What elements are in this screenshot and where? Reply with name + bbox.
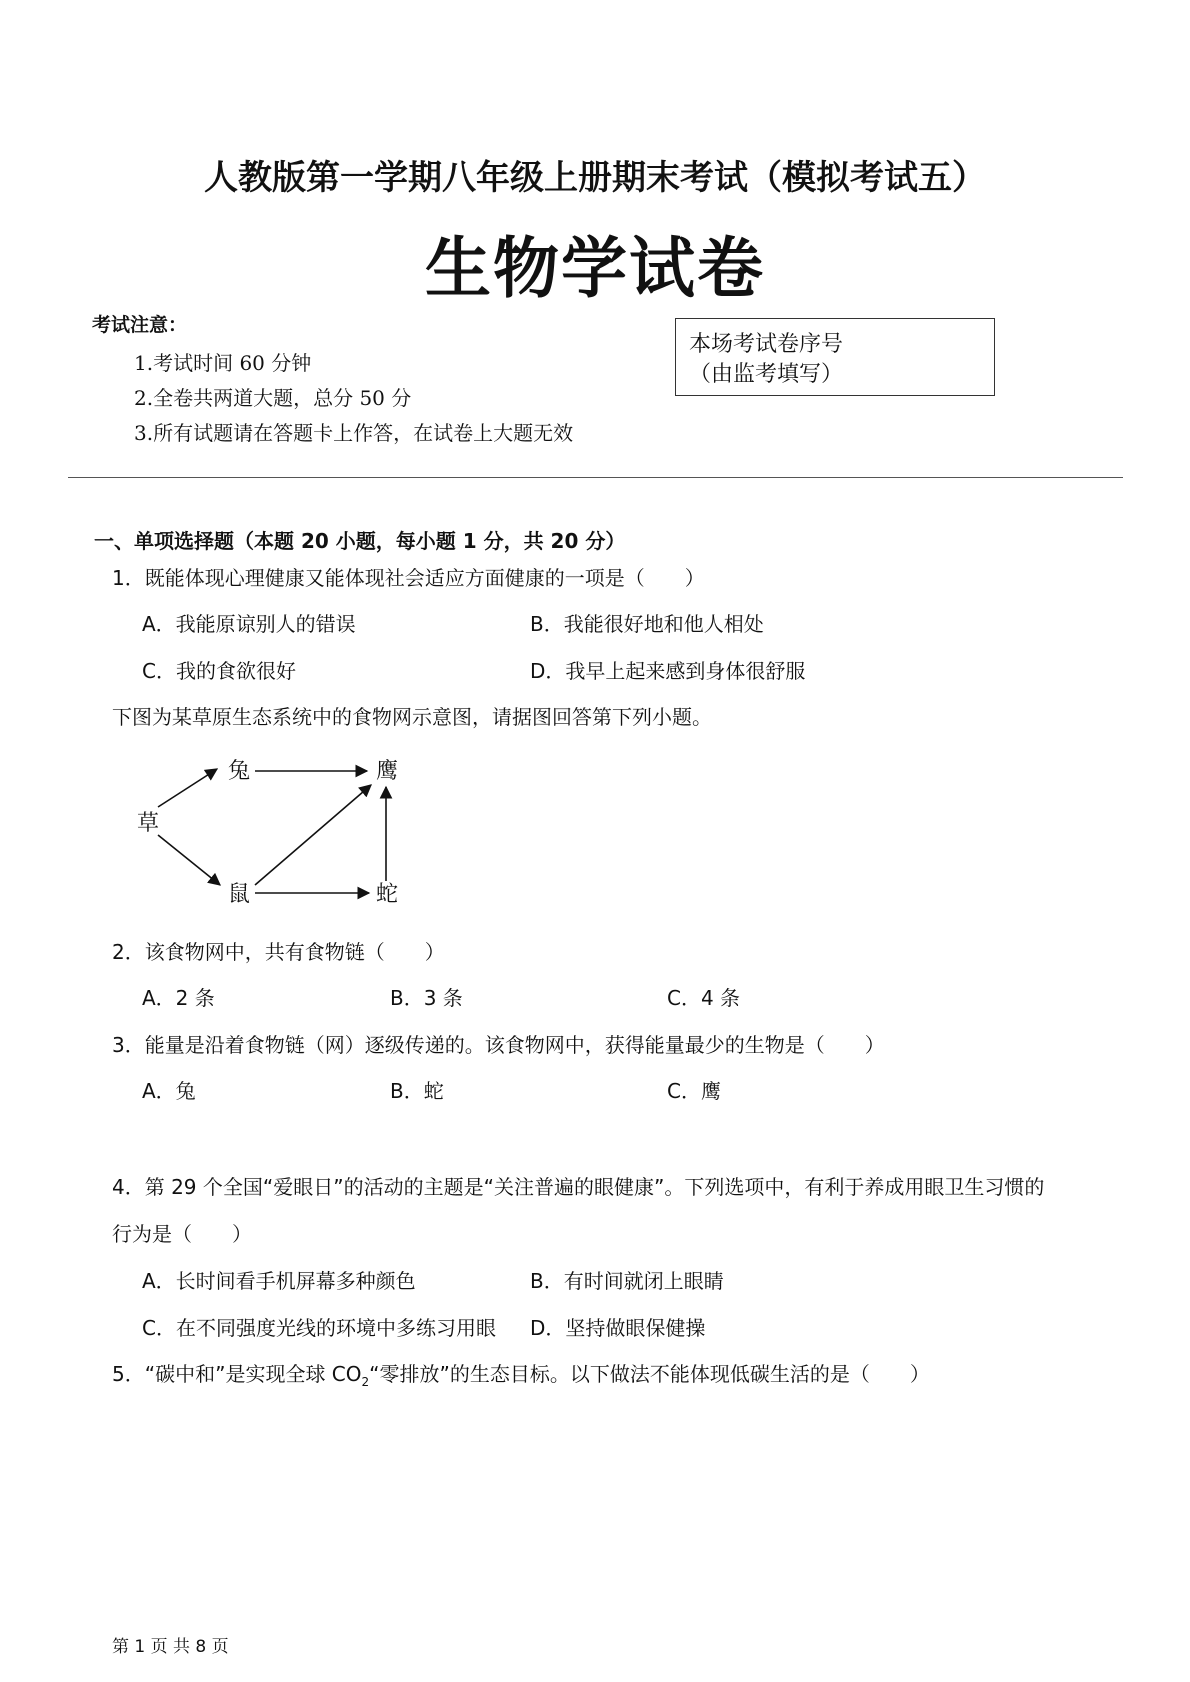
- question-3-option-a: A．兔: [142, 1079, 196, 1103]
- question-3-option-b: B．蛇: [390, 1079, 444, 1103]
- question-2-option-a: A．2 条: [142, 986, 215, 1010]
- edge-grass-to-rabbit: [158, 769, 217, 807]
- node-grass: 草: [137, 811, 160, 836]
- question-1-option-c: C．我的食欲很好: [142, 659, 296, 683]
- question-5-stem-part2: “零排放”的生态目标。以下做法不能体现低碳生活的是（ ）: [369, 1362, 930, 1386]
- question-2-option-b: B．3 条: [390, 986, 463, 1010]
- notice-item: 3.所有试题请在答题卡上作答，在试卷上大题无效: [134, 421, 574, 445]
- question-1-option-b: B．我能很好地和他人相处: [530, 612, 764, 636]
- co2-subscript: 2: [361, 1375, 370, 1389]
- question-2-option-c: C．4 条: [667, 986, 741, 1010]
- node-mouse: 鼠: [228, 882, 251, 907]
- question-4-stem-continued: 行为是（ ）: [112, 1222, 252, 1246]
- question-3-option-c: C．鹰: [667, 1079, 721, 1103]
- exam-title: 人教版第一学期八年级上册期末考试（模拟考试五）: [204, 158, 986, 198]
- sequence-box-note: （由监考填写）: [689, 362, 844, 387]
- edge-grass-to-mouse: [158, 835, 220, 885]
- node-snake: 蛇: [376, 882, 399, 907]
- question-2-stem: 2．该食物网中，共有食物链（ ）: [112, 940, 445, 964]
- question-1-stem: 1．既能体现心理健康又能体现社会适应方面健康的一项是（ ）: [112, 566, 705, 590]
- question-4-option-b: B．有时间就闭上眼睛: [530, 1269, 724, 1293]
- question-5-stem-part1: 5．“碳中和”是实现全球 CO: [112, 1362, 362, 1386]
- question-1-option-a: A．我能原谅别人的错误: [142, 612, 356, 636]
- node-rabbit: 兔: [228, 759, 251, 784]
- node-eagle: 鹰: [376, 759, 399, 784]
- header-divider: [68, 477, 1123, 478]
- notice-item: 1.考试时间 60 分钟: [134, 351, 312, 375]
- food-web-intro: 下图为某草原生态系统中的食物网示意图，请据图回答第下列小题。: [112, 705, 712, 729]
- question-4-option-c: C．在不同强度光线的环境中多练习用眼: [142, 1316, 496, 1340]
- sequence-box-label: 本场考试卷序号: [689, 332, 844, 357]
- edge-mouse-to-eagle: [255, 785, 371, 885]
- page-footer: 第 1 页 共 8 页: [112, 1637, 229, 1657]
- question-4-option-d: D．坚持做眼保健操: [530, 1316, 706, 1340]
- notice-item: 2.全卷共两道大题，总分 50 分: [134, 386, 412, 410]
- section-heading: 一、单项选择题（本题 20 小题，每小题 1 分，共 20 分）: [94, 529, 626, 553]
- question-4-stem: 4．第 29 个全国“爱眼日”的活动的主题是“关注普遍的眼健康”。下列选项中，有利于养成用眼卫生习惯的: [112, 1175, 1045, 1199]
- question-1-option-d: D．我早上起来感到身体很舒服: [530, 659, 806, 683]
- question-4-option-a: A．长时间看手机屏幕多种颜色: [142, 1269, 416, 1293]
- notice-heading: 考试注意：: [92, 314, 188, 336]
- food-web-diagram: [125, 745, 425, 915]
- question-3-stem: 3．能量是沿着食物链（网）逐级传递的。该食物网中，获得能量最少的生物是（ ）: [112, 1033, 885, 1057]
- question-5-stem: [112, 1358, 930, 1389]
- subject-title: 生物学试卷: [425, 230, 765, 307]
